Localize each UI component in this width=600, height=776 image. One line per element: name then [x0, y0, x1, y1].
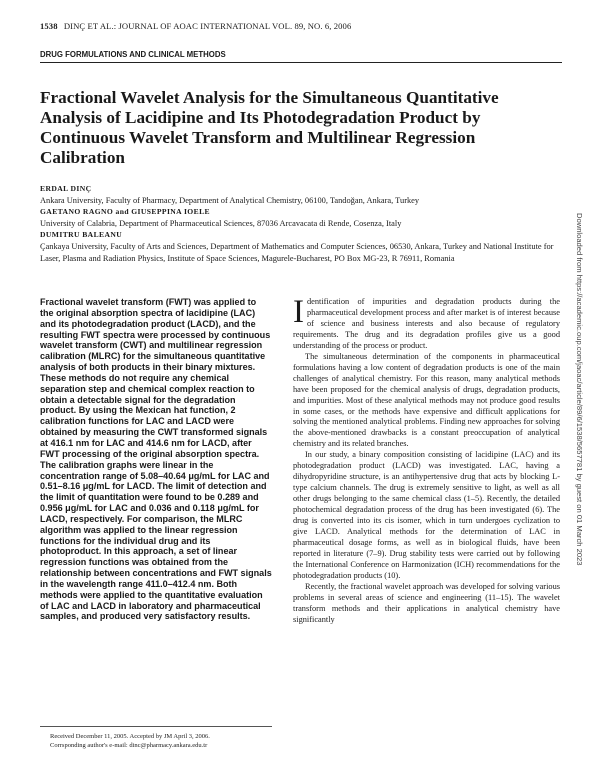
received-dates: Received December 11, 2005. Accepted by JM April 3, 2006.	[50, 733, 210, 740]
article-title: Fractional Wavelet Analysis for the Simultaneous Quantitative Analysis of Lacidipine and Its Photodegradation Product by Continuous Wavelet Transform and Multilinear Regression Calibration	[40, 88, 499, 167]
body-text	[293, 294, 560, 626]
abstract: Fractional wavelet transform (FWT) was applied to the original absorption spectra of lacidipine (LAC) and its photodegradation product (LACD), and the resulting FWT spectra were processed by continuous wavelet transform (CWT) and multilinear regression calibration (MLRC) for the simultaneous quantitative analysis of both products in their binary mixtures. These methods do not require any chemical separation step and chemical complex reaction to obtain a detectable signal for the degradation product. By using the Mexican hat function, 2 calibration functions for LAC and LACD were obtained by measuring the CWT transformed signals at 416.1 nm for LAC and 414.6 nm for LACD, after FWT processing of the original absorption spectra. The calibration graphs were linear in the concentration range of 5.08–40.64 μg/mL for LAC and 0.51–8.16 μg/mL for LACD. The limit of detection and the limit of quantitation were found to be 0.289 and 0.956 μg/mL for LAC and 0.036 and 0.118 μg/mL for LACD, respectively. For comparison, the MLRC algorithm was applied to the linear regression functions for the individual drug and its photoproduct. In this approach, a set of linear regression functions was obtained from the relationship between concentrations and FWT signals in the wavelength range 411.0–412.4 nm. Both methods were applied to the quantitative evaluation of LAC and LACD in laboratory and pharmaceutical samples, and produced very satisfactory results.	[40, 297, 272, 622]
author-affiliation: Çankaya University, Faculty of Arts and Sciences, Department of Mathematics and Computer Sciences, 06530, Ankara, Turkey and National Institute for Laser, Plasma and Radiation Physics, Institute of Space Sciences, Magurele-Bucharest, PO Box MG-23, R 76911, Romania	[40, 241, 554, 263]
author-names: GAETANO RAGNO and GIUSEPPINA IOELE	[40, 207, 211, 217]
drop-cap: I	[293, 294, 304, 330]
watermark-text: Downloaded from https://academic.oup.com/jaoac/article/89/6/1538/5657781 by guest on 01 March 2023	[575, 213, 584, 566]
correspondence-email: Corrsponding author's e-mail: dinc@pharmacy.ankara.edu.tr	[50, 742, 208, 749]
footnote	[50, 732, 280, 750]
running-head	[40, 21, 351, 31]
download-watermark	[572, 213, 586, 573]
author-names: ERDAL DINÇ	[40, 184, 92, 193]
body-paragraph: Recently, the fractional wavelet approach was developed for solving various problems in several areas of science and engineering (11–15). The wavelet transform methods and their applications in analytical chemistry have significantly	[293, 581, 560, 624]
body-paragraph	[293, 294, 560, 352]
footnote-rule	[40, 726, 272, 727]
author-block	[40, 183, 565, 264]
header-rule	[40, 62, 562, 63]
paragraph-text: dentification of impurities and degradation products during the pharmaceutical development process and after market is of interest because of science and business interests and also because of regulatory requirements. The drug and its degradation profiles give us a good understanding of the process or product.	[293, 297, 560, 350]
journal-citation: DINÇ ET AL.: JOURNAL OF AOAC INTERNATIONAL VOL. 89, NO. 6, 2006	[63, 21, 352, 31]
author-affiliation: Ankara University, Faculty of Pharmacy, Department of Analytical Chemistry, 06100, Tandoğan, Ankara, Turkey	[40, 195, 420, 205]
page-number: 1538	[40, 21, 58, 31]
author-affiliation: University of Calabria, Department of Pharmaceutical Sciences, 87036 Arcavacata di Rende, Cosenza, Italy	[40, 218, 402, 228]
body-paragraph: The simultaneous determination of the components in pharmaceutical formulations having a low content of degradation products is one of the main challenges of analytical chemistry. For this reason, many analytical methods have been proposed for the chemical analysis of drugs, degradation products, and impurities. Most of these analytical methods may not produce good results in some cases, or the methods have expensive and difficult applications for solving the mentioned analytical problems. Finding new approaches for solving the above-mentioned drawbacks is a constant preoccupation of analytical chemistry and its related branches.	[293, 351, 560, 449]
body-paragraph: In our study, a binary composition consisting of lacidipine (LAC) and its photodegradation product (LACD) was investigated. LAC, having a dihydropyridine structure, is an antihypertensive drug that acts by blocking L-type calcium channels. The drug is extremely sensitive to light, as well as all other drugs belonging to the same chemical class (1–5). Recently, the detailed photochemical degradation process of the drug has been investigated (6). The drug is converted into its cis isomer, which in turn undergoes cyclization to give LACD. Analytical methods for the determination of LAC in pharmaceutical dosage forms, as well as in biological fluids, have been reported in literature (7–9). Drug stability tests were carried out by following the International Conference on Harmonization (ICH) recommendations for the photodegradation products (10).	[293, 450, 560, 580]
section-label: DRUG FORMULATIONS AND CLINICAL METHODS	[40, 50, 226, 59]
author-names: DUMITRU BALEANU	[40, 230, 123, 240]
